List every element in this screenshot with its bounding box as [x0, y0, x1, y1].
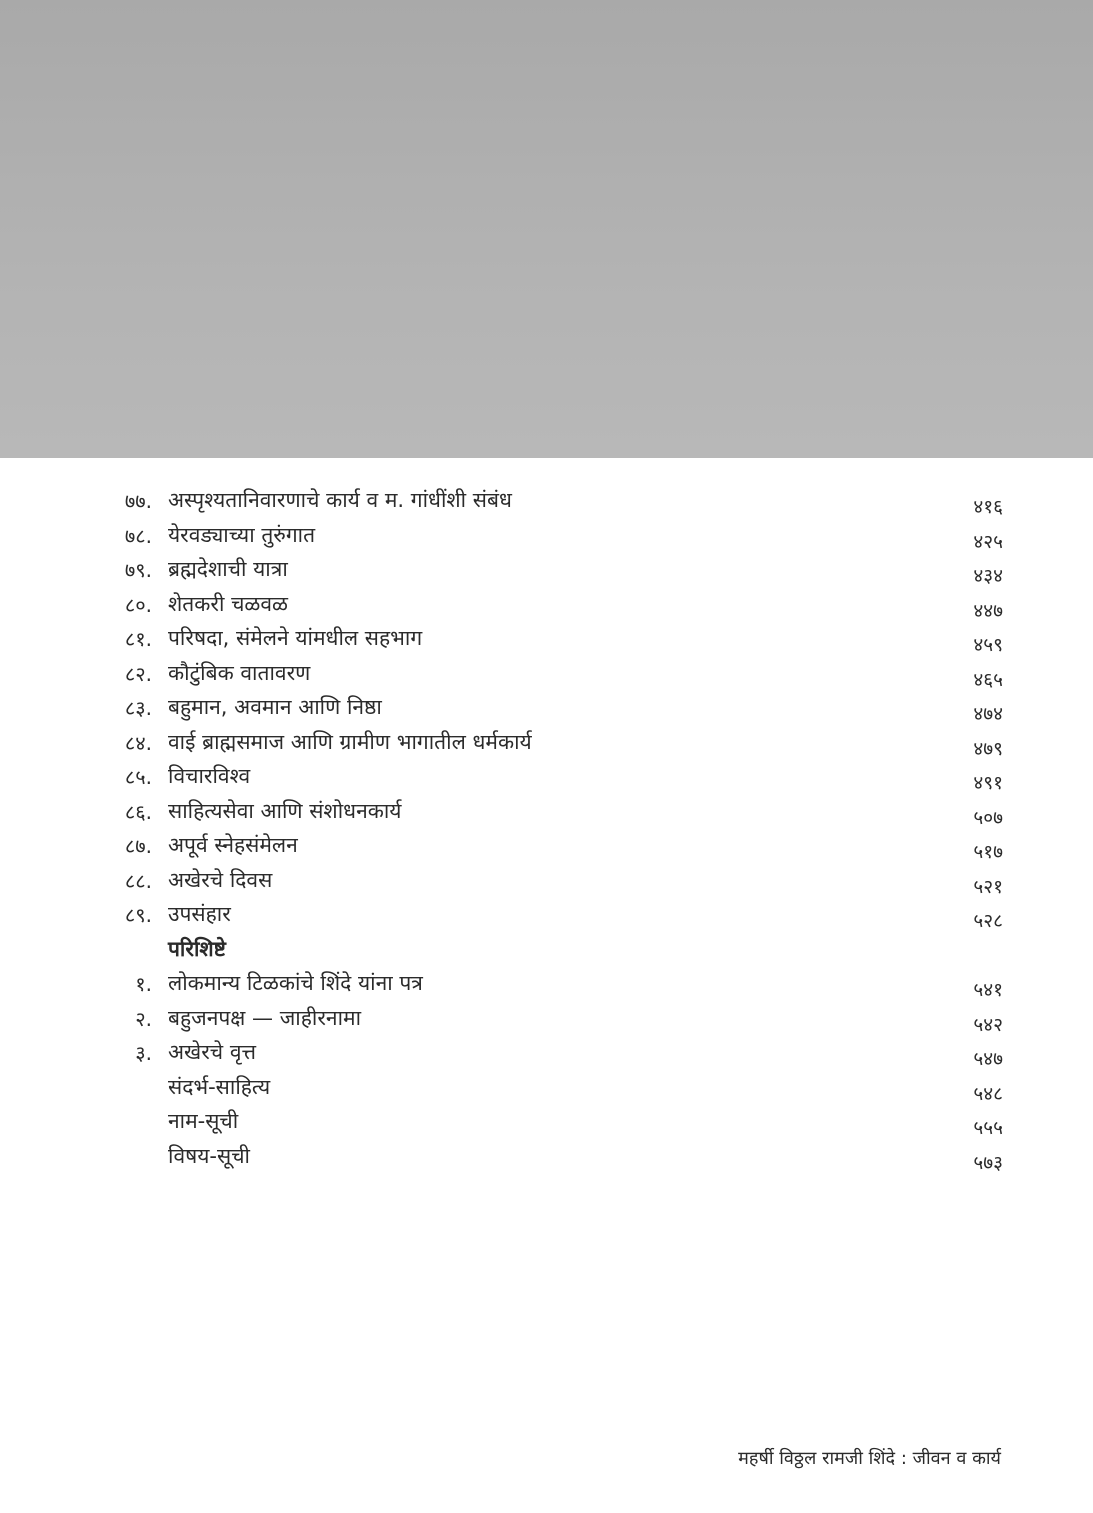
toc-row — [0, 899, 1093, 934]
toc-entry-title: अखेरचे दिवस — [168, 867, 273, 892]
toc-row — [0, 865, 1093, 900]
toc-entry-number: ७७. — [124, 489, 152, 513]
toc-entry-number: ८१. — [124, 627, 152, 651]
toc-entry-title: कौटुंबिक वातावरण — [168, 660, 311, 685]
toc-entry-page: ५५५ — [973, 1117, 1003, 1139]
toc-entry-page: ५१७ — [973, 841, 1003, 863]
toc-row — [0, 554, 1093, 589]
toc-row — [0, 1141, 1093, 1176]
toc-entry-page: ४२५ — [973, 530, 1003, 553]
toc-entry-number: ८२. — [124, 661, 152, 686]
toc-entry-page: ४७९ — [973, 737, 1003, 760]
toc-entry-page: ४९१ — [973, 772, 1003, 794]
toc-entry-title: लोकमान्य टिळकांचे शिंदे यांना पत्र — [168, 971, 423, 995]
toc-entry-number: २. — [135, 1006, 152, 1031]
toc-entry-number: ८७. — [124, 834, 152, 858]
toc-entry-page: ५४१ — [973, 979, 1003, 1001]
toc-row — [0, 1106, 1093, 1141]
toc-entry-title: संदर्भ-साहित्य — [168, 1074, 271, 1099]
toc-entry-title: विचारविश्व — [168, 764, 251, 788]
toc-row — [0, 727, 1093, 762]
toc-row — [0, 623, 1093, 658]
toc-entry-title: वाई ब्राह्मसमाज आणि ग्रामीण भागातील धर्मकार्य — [168, 729, 532, 754]
running-footer: महर्षी विठ्ठल रामजी शिंदे : जीवन व कार्य — [738, 1448, 1001, 1469]
toc-entry-page: ४३४ — [973, 565, 1003, 587]
toc-entry-number: ८५. — [124, 765, 152, 789]
toc-entry-page: ४५९ — [973, 634, 1003, 656]
toc-row — [0, 761, 1093, 796]
toc-entry-number: १. — [135, 972, 152, 996]
toc-entry-title: शेतकरी चळवळ — [168, 591, 289, 616]
toc-entry-title: परिषदा, संमेलने यांमधील सहभाग — [168, 626, 423, 650]
toc-entry-title: येरवड्याच्या तुरुंगात — [168, 522, 316, 547]
toc-entry-number: ८९. — [124, 903, 152, 927]
toc-row — [0, 796, 1093, 831]
toc-entry-number: ८४. — [124, 730, 152, 755]
appendix-heading: परिशिष्टे — [168, 936, 226, 961]
toc-row — [0, 1037, 1093, 1072]
toc-entry-title: नाम-सूची — [168, 1109, 239, 1133]
toc-entry-page: ५७३ — [973, 1151, 1003, 1174]
toc-entry-page: ५२१ — [973, 875, 1003, 898]
toc-entry-number: ८६. — [124, 799, 152, 824]
toc-entry-number: ८३. — [124, 696, 152, 720]
toc-entry-number: ८८. — [124, 868, 152, 893]
toc-row — [0, 968, 1093, 1003]
gray-header-band — [0, 0, 1093, 458]
toc-row — [0, 589, 1093, 624]
table-of-contents — [0, 485, 1093, 1175]
toc-entry-page: ५४७ — [973, 1048, 1003, 1070]
toc-entry-title: अखेरचे वृत्त — [168, 1040, 257, 1064]
toc-row — [0, 830, 1093, 865]
toc-entry-page: ५२८ — [973, 910, 1003, 932]
toc-entry-number: ७९. — [124, 558, 152, 582]
toc-entry-page: ५४८ — [973, 1082, 1003, 1105]
toc-row — [0, 658, 1093, 693]
toc-entry-page: ५४२ — [973, 1013, 1003, 1036]
toc-entry-title: विषय-सूची — [168, 1143, 250, 1168]
toc-row — [0, 1003, 1093, 1038]
toc-entry-page: ४७४ — [973, 703, 1003, 725]
toc-entry-page: ४१६ — [973, 496, 1003, 518]
toc-entry-number: ८०. — [124, 592, 152, 617]
toc-entry-title: बहुमान, अवमान आणि निष्ठा — [168, 695, 382, 719]
toc-entry-title: अस्पृश्यतानिवारणाचे कार्य व म. गांधींशी संबंध — [168, 488, 512, 512]
toc-row — [0, 520, 1093, 555]
toc-entry-title: ब्रह्मदेशाची यात्रा — [168, 557, 288, 581]
toc-row — [0, 485, 1093, 520]
toc-entry-title: साहित्यसेवा आणि संशोधनकार्य — [168, 798, 402, 823]
toc-entry-page: ४४७ — [973, 599, 1003, 622]
toc-entry-number: ७८. — [124, 523, 152, 548]
toc-entry-number: ३. — [135, 1041, 152, 1065]
toc-entry-title: अपूर्व स्नेहसंमेलन — [168, 833, 298, 857]
toc-entry-title: उपसंहार — [168, 902, 231, 926]
toc-entry-page: ५०७ — [973, 806, 1003, 829]
toc-row — [0, 692, 1093, 727]
appendix-heading-row — [0, 934, 1093, 969]
toc-row — [0, 1072, 1093, 1107]
toc-entry-title: बहुजनपक्ष — जाहीरनामा — [168, 1005, 362, 1030]
toc-entry-page: ४६५ — [973, 668, 1003, 691]
